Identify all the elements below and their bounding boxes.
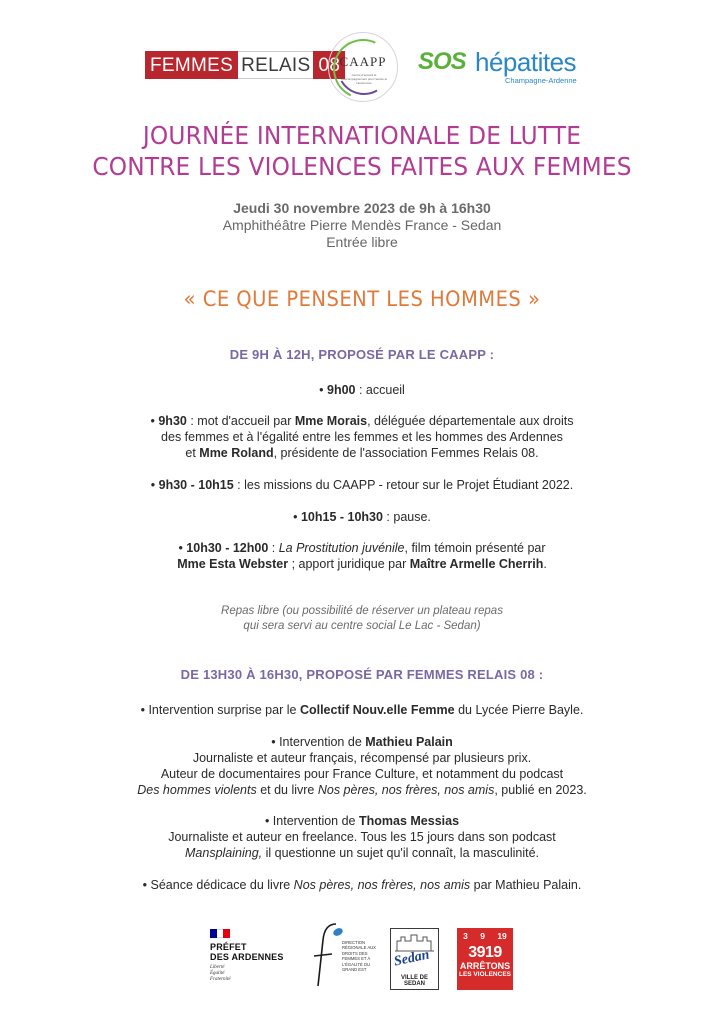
- afternoon-item-3-line1: [0, 813, 724, 829]
- morning-item-1-text: : accueil: [355, 383, 405, 397]
- ville-sedan-logo: [390, 928, 439, 990]
- droits-femmes-f-icon: [306, 920, 346, 990]
- sedan-script: Sedan: [392, 947, 431, 970]
- numero-3919-line1: ARRÊTONS: [459, 961, 511, 971]
- morning-item-5-time: 10h30 - 12h00: [186, 541, 269, 555]
- event-place: Amphithéâtre Pierre Mendès France - Sedan: [222, 217, 502, 233]
- morning-item-5-line1: [0, 540, 724, 556]
- afternoon-item-2-text2: et du livre: [256, 783, 318, 797]
- afternoon-item-3-line3: [0, 845, 724, 861]
- afternoon-item-3-text2: il questionne un sujet qu'il connaît, la masculinité.: [262, 846, 539, 860]
- event-entry: Entrée libre: [326, 234, 398, 250]
- bullet: •: [150, 414, 159, 428]
- afternoon-item-2: [0, 734, 724, 798]
- femmes-relais-logo-part1: FEMMES: [145, 51, 238, 79]
- morning-item-4-time: 10h15 - 10h30: [300, 510, 383, 524]
- morning-item-5: [0, 540, 724, 572]
- caapp-logo-name: CAAPP: [339, 54, 387, 69]
- prefet-ardennes-logo: [210, 929, 295, 989]
- morning-item-5-line2: [0, 556, 724, 572]
- event-subtitle: « CE QUE PENSENT LES HOMMES »: [183, 287, 541, 311]
- prefet-motto-1: Liberté: [210, 965, 225, 970]
- event-date: Jeudi 30 novembre 2023 de 9h à 16h30: [233, 200, 491, 216]
- sos-hepatites-logo-name: hépatites: [475, 47, 577, 77]
- morning-item-2: [0, 413, 724, 461]
- morning-item-2-text3: et: [185, 446, 200, 460]
- sos-hepatites-logo-sos: SOS: [418, 48, 466, 75]
- lunch-note: [0, 604, 724, 634]
- morning-item-2-line3: [0, 445, 724, 461]
- numero-3919-digit-3: 19: [497, 931, 507, 941]
- afternoon-item-1-group: Collectif Nouv.elle Femme: [299, 703, 455, 717]
- femmes-relais-logo: [145, 51, 345, 79]
- morning-item-4-text: : pause.: [382, 510, 431, 524]
- prefet-name: [210, 942, 295, 962]
- morning-heading: DE 9H À 12H, PROPOSÉ PAR LE CAAPP :: [229, 347, 495, 362]
- afternoon-item-2-line3: Auteur de documentaires pour France Culture, et notamment du podcast: [160, 767, 564, 781]
- numero-3919-digits: [457, 928, 513, 941]
- afternoon-item-2-line1: [0, 734, 724, 750]
- droits-femmes-logo: [306, 920, 376, 990]
- morning-item-5-text4: .: [543, 557, 547, 571]
- afternoon-item-3-text1: • Intervention de: [264, 814, 359, 828]
- morning-item-2-text2: , déléguée départementale aux droits: [367, 414, 574, 428]
- numero-3919-number: 3919: [468, 944, 502, 961]
- afternoon-item-3-podcast: Mansplaining,: [185, 846, 263, 860]
- morning-item-1-time: 9h00: [327, 383, 356, 397]
- prefet-motto: [210, 965, 295, 983]
- morning-item-1: [0, 382, 724, 398]
- caapp-logo-subtitle: Centre d'accueil et d'accompagnement pour l'accès et l'autonomie: [340, 73, 388, 85]
- morning-item-3: [0, 477, 724, 493]
- flag-stripe-white: [217, 929, 224, 938]
- sos-hepatites-logo-region: Champagne-Ardenne: [505, 76, 577, 85]
- morning-item-2-text4: , présidente de l'association Femmes Relais 08.: [273, 446, 539, 460]
- flag-stripe-blue: [210, 929, 217, 938]
- numero-3919-logo: [457, 928, 513, 990]
- morning-item-4: [0, 509, 724, 525]
- morning-item-5-text3: ; apport juridique par: [288, 557, 410, 571]
- afternoon-item-2-speaker: Mathieu Palain: [365, 735, 453, 749]
- afternoon-item-3: [0, 813, 724, 861]
- numero-3919-line2: LES VIOLENCES: [458, 971, 511, 978]
- sos-hepatites-logo: [418, 45, 578, 90]
- morning-item-2-person2: Mme Roland: [199, 446, 274, 460]
- droits-femmes-text: DIRECTION RÉGIONALE AUX DROITS DES FEMMES ET À L'ÉGALITÉ DU GRAND EST: [342, 940, 376, 973]
- morning-item-3-time: 9h30 - 10h15: [158, 478, 234, 492]
- french-flag-icon: [210, 929, 230, 938]
- afternoon-item-2-line2: Journaliste et auteur français, récompensé par plusieurs prix.: [192, 751, 532, 765]
- morning-item-2-person1: Mme Morais: [294, 414, 368, 428]
- caapp-logo: [328, 32, 398, 102]
- morning-item-2-time: 9h30: [158, 414, 187, 428]
- afternoon-item-4: [0, 877, 724, 893]
- sedan-label: VILLE DE SEDAN: [400, 975, 428, 987]
- morning-item-5-person2: Maître Armelle Cherrih: [409, 557, 544, 571]
- bullet: •: [150, 478, 159, 492]
- afternoon-item-2-text1: • Intervention de: [271, 735, 366, 749]
- morning-item-2-line2: des femmes et à l'égalité entre les femmes et les hommes des Ardennes: [161, 430, 563, 444]
- morning-item-5-text1: :: [268, 541, 279, 555]
- afternoon-item-1-text1: • Intervention surprise par le: [140, 703, 300, 717]
- flag-stripe-red: [223, 929, 230, 938]
- morning-item-2-text1: : mot d'accueil par: [186, 414, 295, 428]
- afternoon-item-2-text3: , publié en 2023.: [494, 783, 587, 797]
- afternoon-item-2-book: Nos pères, nos frères, nos amis: [317, 783, 495, 797]
- morning-item-5-text2: , film témoin présenté par: [404, 541, 546, 555]
- afternoon-item-3-line2: Journaliste et auteur en freelance. Tous les 15 jours dans son podcast: [168, 830, 556, 844]
- femmes-relais-logo-part3: 08: [313, 51, 345, 79]
- main-title-line1: JOURNÉE INTERNATIONALE DE LUTTE: [142, 121, 582, 150]
- afternoon-item-2-line4: [0, 782, 724, 798]
- bullet: •: [178, 541, 187, 555]
- femmes-relais-logo-part2: RELAIS: [238, 51, 313, 79]
- afternoon-item-1-text2: du Lycée Pierre Bayle.: [454, 703, 584, 717]
- bullet: •: [293, 510, 301, 524]
- numero-3919-digit-2: 9: [480, 931, 485, 941]
- afternoon-item-1: [0, 702, 724, 718]
- afternoon-item-4-text2: par Mathieu Palain.: [470, 878, 582, 892]
- afternoon-item-2-podcast: Des hommes violents: [137, 783, 257, 797]
- morning-item-5-film: La Prostitution juvénile: [278, 541, 405, 555]
- prefet-motto-2: Égalité: [210, 971, 225, 976]
- morning-item-3-text: : les missions du CAAPP - retour sur le Projet Étudiant 2022.: [233, 478, 574, 492]
- morning-item-5-person1: Mme Esta Webster: [177, 557, 289, 571]
- prefet-line1: PRÉFET: [210, 942, 247, 952]
- afternoon-heading: DE 13H30 À 16H30, PROPOSÉ PAR FEMMES RELAIS 08 :: [180, 667, 544, 682]
- numero-3919-digit-1: 3: [463, 931, 468, 941]
- afternoon-item-3-speaker: Thomas Messias: [358, 814, 460, 828]
- prefet-motto-3: Fraternité: [210, 977, 231, 982]
- lunch-note-line2: qui sera servi au centre social Le Lac - Sedan): [243, 620, 481, 632]
- bullet: •: [319, 383, 327, 397]
- lunch-note-line1: Repas libre (ou possibilité de réserver un plateau repas: [221, 605, 503, 617]
- morning-item-2-line1: [0, 413, 724, 429]
- main-title-line2: CONTRE LES VIOLENCES FAITES AUX FEMMES: [92, 152, 632, 181]
- prefet-line2: DES ARDENNES: [210, 952, 284, 962]
- afternoon-item-4-book: Nos pères, nos frères, nos amis: [293, 878, 471, 892]
- afternoon-item-4-text1: • Séance dédicace du livre: [142, 878, 294, 892]
